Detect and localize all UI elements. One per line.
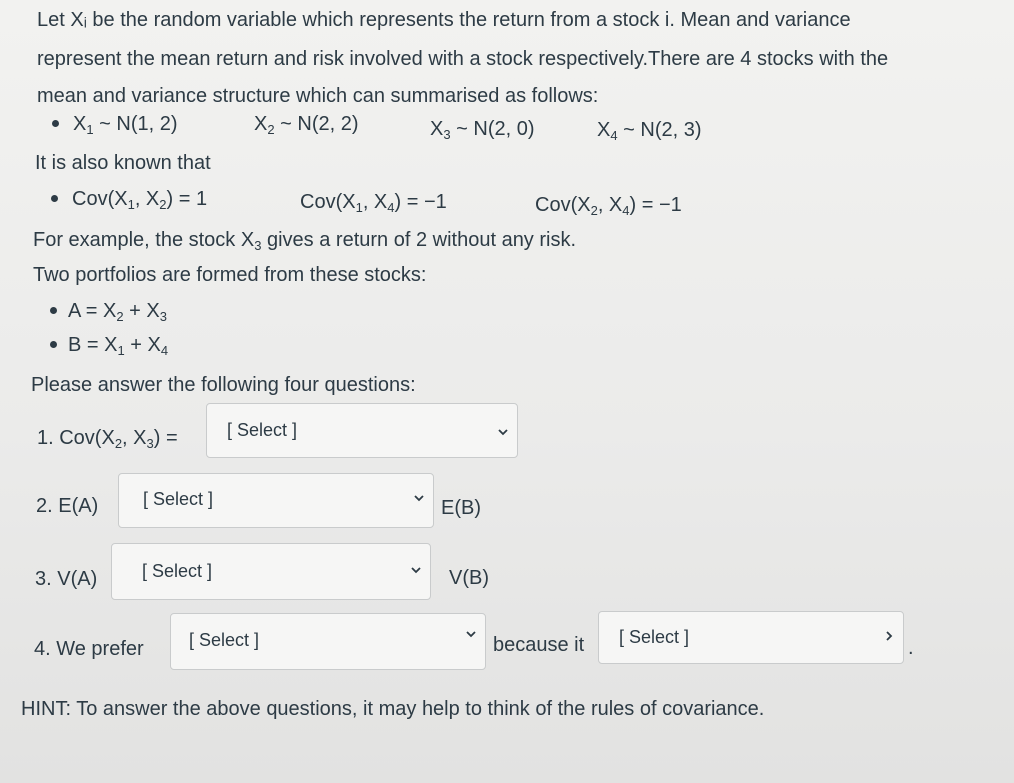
chevron-down-icon [413,492,425,504]
cov-x1-x2: $Cov(X_1$, $X_2) = 1$ [72,188,208,212]
intro-line-2: represent the mean return and risk involved with a stock respectively.There are 4 stocks with the [37,48,889,70]
question-2-suffix: E(B) [441,497,481,519]
intro-line-3: mean and variance structure which can summarised as follows: [37,85,599,107]
question-4-select-portfolio[interactable] [170,613,486,670]
chevron-down-icon [465,628,477,640]
distribution-x3: $X_3$ ~ N(2, 0) [430,118,535,142]
portfolio-a: $A = X_2 + X_3$ [68,300,167,324]
question-3-suffix: V(B) [449,567,489,589]
question-3-label: 3. V(A) [35,568,98,590]
bullet [50,341,57,348]
distribution-x1: $X_1$ ~ N(1, 2) [73,113,178,137]
question-4-select-reason[interactable] [598,611,904,664]
select-placeholder: [ Select ] [227,420,298,440]
chevron-down-icon [883,630,895,642]
portfolios-intro: Two portfolios are formed from these stocks: [33,264,427,286]
select-placeholder: [ Select ] [189,630,260,650]
bullet [50,307,57,314]
bullet [51,195,58,202]
hint-text: HINT: To answer the above questions, it may help to think of the rules of covariance. [21,698,765,720]
distribution-x2: $X_2$ ~ N(2, 2) [254,113,359,137]
question-2-label: 2. E(A) [36,495,99,517]
chevron-down-icon [497,426,509,438]
distribution-x4: $X_4$ ~ N(2, 3) [597,119,702,143]
select-placeholder: [ Select ] [142,561,213,581]
question-1-select[interactable] [206,403,518,458]
cov-x2-x4: $Cov(X_2$, $X_4) = -1$ [535,194,682,218]
question-2-select[interactable] [118,473,434,528]
question-4-because: because it [493,634,585,656]
intro-line-1: Let Xᵢ be the random variable which represents the return from a stock i. Mean and variance [37,9,851,31]
question-4-label: 4. We prefer [34,638,144,660]
cov-x1-x4: $Cov(X_1$, $X_4) = -1$ [300,191,447,215]
question-1-label: 1. $Cov(X_2$, $X_3$) = [37,427,178,451]
chevron-down-icon [410,564,422,576]
question-3-select[interactable] [111,543,431,600]
question-4-period: . [908,637,914,659]
example-text: For example, the stock $X_3$ gives a return of 2 without any risk. [33,229,577,253]
portfolio-b: $B = X_1 + X_4$ [68,334,169,358]
select-placeholder: [ Select ] [619,627,690,647]
select-placeholder: [ Select ] [143,489,214,509]
bullet [52,120,59,127]
known-intro: It is also known that [35,152,211,174]
questions-intro: Please answer the following four questions: [31,374,416,396]
